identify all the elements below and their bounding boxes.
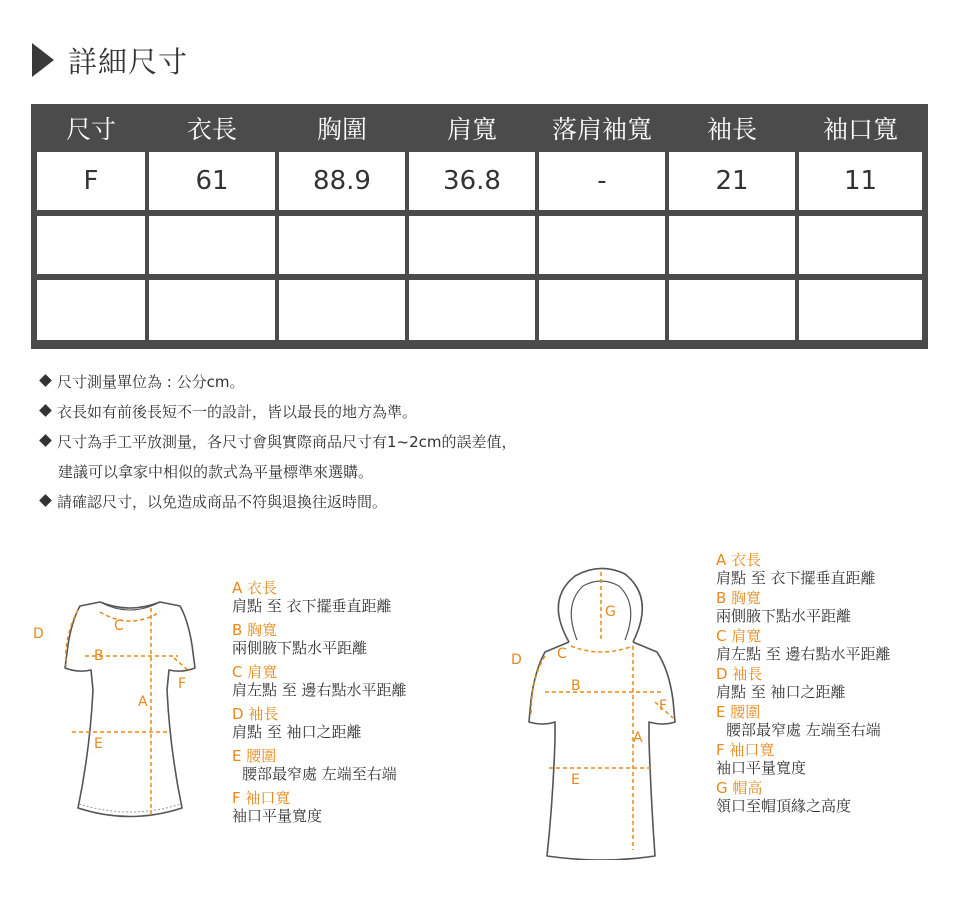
note-item: 尺寸為手工平放測量，各尺寸會與實際商品尺寸有1~2cm的誤差值， [38, 431, 517, 452]
tshirt-diagram [30, 590, 230, 835]
triangle-arrow-icon [32, 43, 54, 77]
header-shoulder: 肩寬 [446, 115, 497, 144]
legend-item: E 腰圍 腰部最窄處 左端至右端 [716, 703, 881, 739]
table-cell [409, 280, 535, 340]
table-cell [799, 216, 922, 274]
diamond-bullet-icon [39, 404, 52, 417]
legend-item: B 胸寬 兩側腋下點水平距離 [232, 621, 368, 657]
diamond-bullet-icon [39, 494, 52, 507]
legend-item: E 腰圍 腰部最窄處 左端至右端 [232, 747, 397, 783]
table-cell: 61 [149, 152, 275, 210]
table-cell: 36.8 [409, 152, 535, 210]
note-item: 衣長如有前後長短不一的設計，皆以最長的地方為準。 [38, 401, 417, 422]
label-b: B [571, 678, 581, 694]
table-cell: F [37, 152, 145, 210]
table-cell [799, 280, 922, 340]
header-cuff-width: 袖口寬 [822, 115, 898, 144]
legend-item: A 衣長 肩點 至 衣下擺垂直距離 [232, 579, 392, 615]
header-sleeve-length: 袖長 [706, 115, 757, 144]
legend-item: F 袖口寬 袖口平量寬度 [716, 741, 807, 777]
table-cell [279, 216, 405, 274]
legend-item: C 肩寬 肩左點 至 邊右點水平距離 [716, 627, 891, 663]
header-drop-shoulder-sleeve: 落肩袖寬 [551, 115, 652, 144]
table-cell [149, 280, 275, 340]
note-item-continued: 建議可以拿家中相似的款式為平量標準來選購。 [58, 463, 374, 481]
legend-item: G 帽高 領口至帽頂緣之高度 [716, 779, 852, 815]
table-cell [37, 280, 145, 340]
label-e: E [94, 736, 103, 752]
table-cell [539, 280, 665, 340]
label-d: D [511, 652, 522, 668]
table-cell [37, 216, 145, 274]
table-cell: 11 [799, 152, 922, 210]
section-header [32, 40, 188, 80]
label-g: G [605, 604, 616, 620]
note-item: 請確認尺寸，以免造成商品不符與退換往返時間。 [38, 491, 387, 512]
label-a: A [633, 730, 643, 746]
table-cell [279, 280, 405, 340]
table-cell [539, 216, 665, 274]
table-cell [669, 216, 795, 274]
header-length: 衣長 [186, 115, 237, 144]
label-f: F [659, 698, 668, 714]
label-c: C [557, 646, 567, 662]
table-cell [409, 216, 535, 274]
note-item: 尺寸測量單位為 : 公分cm。 [38, 371, 244, 392]
label-c: C [114, 618, 124, 634]
diamond-bullet-icon [39, 434, 52, 447]
page-title: 詳細尺寸 [68, 44, 189, 79]
hoodie-diagram [505, 560, 705, 860]
diamond-bullet-icon [39, 374, 52, 387]
legend-item: D 袖長 肩點 至 袖口之距離 [716, 665, 846, 701]
label-f: F [178, 676, 187, 692]
measurement-legend-left [232, 579, 407, 831]
legend-item: F 袖口寬 袖口平量寬度 [232, 789, 323, 825]
legend-item: A 衣長 肩點 至 衣下擺垂直距離 [716, 551, 876, 587]
table-cell: 88.9 [279, 152, 405, 210]
label-a: A [138, 694, 148, 710]
header-chest: 胸圍 [316, 115, 367, 144]
legend-item: D 袖長 肩點 至 袖口之距離 [232, 705, 362, 741]
legend-item: B 胸寬 兩側腋下點水平距離 [716, 589, 852, 625]
label-e: E [571, 772, 580, 788]
label-d: D [33, 626, 44, 642]
size-table [31, 104, 928, 349]
table-cell [669, 280, 795, 340]
header-size: 尺寸 [65, 115, 116, 144]
table-cell [149, 216, 275, 274]
table-cell: - [539, 152, 665, 210]
label-b: B [94, 648, 104, 664]
measurement-legend-right [716, 551, 891, 817]
table-cell: 21 [669, 152, 795, 210]
legend-item: C 肩寬 肩左點 至 邊右點水平距離 [232, 663, 407, 699]
